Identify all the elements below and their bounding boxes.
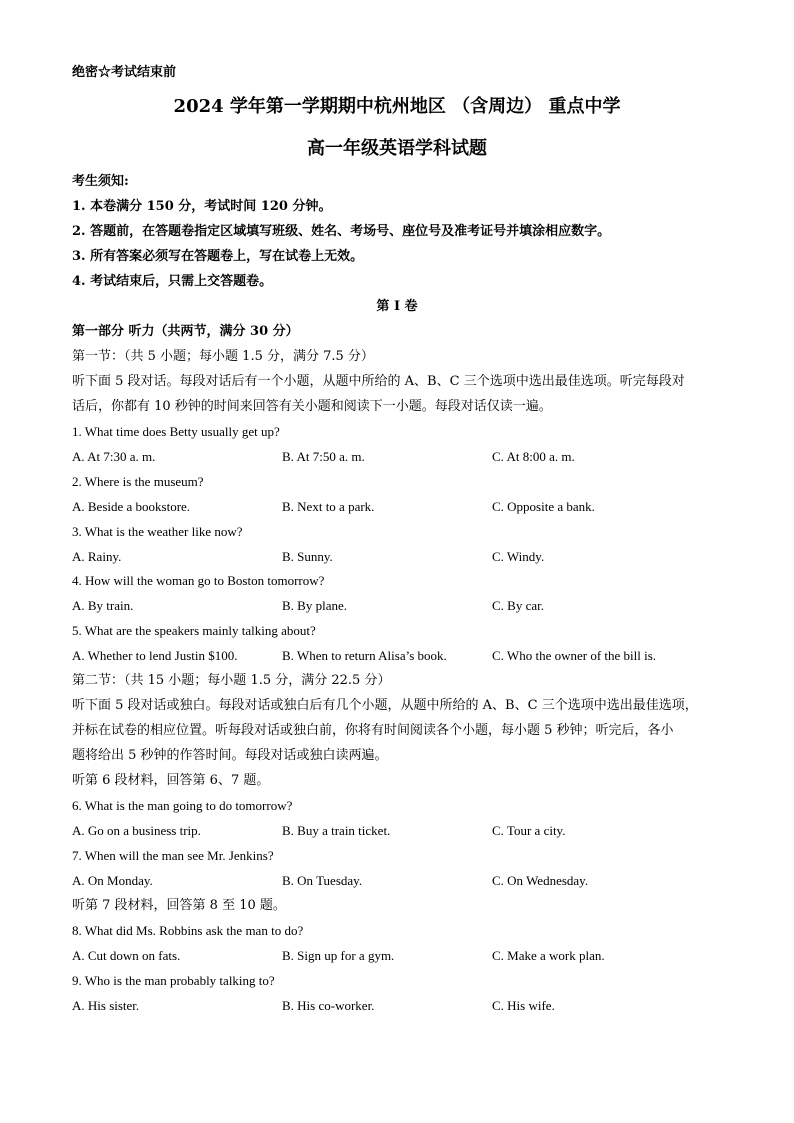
notice-item: 3. 所有答案必须写在答题卷上，写在试卷上无效。 (72, 249, 364, 264)
option-b: B. Next to a park. (282, 499, 375, 514)
option-b: B. Sign up for a gym. (282, 948, 395, 963)
option-c: C. On Wednesday. (492, 873, 589, 888)
option-b: B. Buy a train ticket. (282, 823, 391, 838)
notice-item: 1. 本卷满分 150 分，考试时间 120 分钟。 (72, 199, 332, 214)
option-b: B. When to return Alisa’s book. (282, 648, 447, 663)
exam-title: 2024 学年第一学期期中杭州地区 （含周边） 重点中学 (173, 96, 621, 117)
question-3: 3. What is the weather like now? (72, 524, 243, 539)
question-6: 6. What is the man going to do tomorrow? (72, 798, 293, 813)
option-a: A. By train. (72, 598, 134, 613)
notice-heading: 考生须知: (72, 174, 129, 189)
question-9: 9. Who is the man probably talking to? (72, 973, 275, 988)
material-6-heading: 听第 6 段材料，回答第 6、7 题。 (72, 773, 270, 788)
section2-instructions: 题将给出 5 秒钟的作答时间。每段对话或独白读两遍。 (72, 748, 388, 763)
option-b: B. Sunny. (282, 549, 333, 564)
option-a: A. Rainy. (72, 549, 122, 564)
section2-instructions: 听下面 5 段对话或独白。每段对话或独白后有几个小题，从题中所给的 A、B、C 三个选项中选出最佳选项， (72, 698, 698, 713)
question-4: 4. How will the woman go to Boston tomorrow? (72, 573, 325, 588)
section2-instructions: 并标在试卷的相应位置。听每段对话或独白前，你将有时间阅读各个小题，每小题 5 秒钟；听完后，各小 (72, 723, 674, 738)
section2-heading: 第二节：（共 15 小题；每小题 1.5 分，满分 22.5 分） (72, 673, 391, 688)
option-a: A. Cut down on fats. (72, 948, 181, 963)
question-2: 2. Where is the museum? (72, 474, 204, 489)
option-c: C. Who the owner of the bill is. (492, 648, 657, 663)
option-c: C. Make a work plan. (492, 948, 605, 963)
confidential-label: 绝密☆考试结束前 (72, 65, 177, 80)
option-a: A. Beside a bookstore. (72, 499, 191, 514)
option-c: C. Windy. (492, 549, 545, 564)
option-a: A. On Monday. (72, 873, 153, 888)
option-a: A. Go on a business trip. (72, 823, 201, 838)
material-7-heading: 听第 7 段材料，回答第 8 至 10 题。 (72, 898, 286, 913)
option-c: C. Tour a city. (492, 823, 566, 838)
option-c: C. Opposite a bank. (492, 499, 595, 514)
option-b: B. By plane. (282, 598, 347, 613)
option-c: C. At 8:00 a. m. (492, 449, 575, 464)
part1-heading: 第一部分 听力（共两节，满分 30 分） (72, 324, 299, 339)
question-1: 1. What time does Betty usually get up? (72, 424, 280, 439)
section1-instructions: 听下面 5 段对话。每段对话后有一个小题，从题中所给的 A、B、C 三个选项中选出最佳选项。听完每段对 (72, 374, 685, 389)
option-a: A. Whether to lend Justin $100. (72, 648, 238, 663)
exam-subtitle: 高一年级英语学科试题 (307, 138, 487, 159)
option-b: B. At 7:50 a. m. (282, 449, 365, 464)
option-c: C. His wife. (492, 998, 555, 1013)
question-5: 5. What are the speakers mainly talking about? (72, 623, 316, 638)
notice-item: 4. 考试结束后，只需上交答题卷。 (72, 274, 273, 289)
volume-heading: 第 I 卷 (376, 299, 418, 314)
question-8: 8. What did Ms. Robbins ask the man to do? (72, 923, 304, 938)
section1-heading: 第一节：（共 5 小题；每小题 1.5 分，满分 7.5 分） (72, 349, 374, 364)
notice-item: 2. 答题前，在答题卷指定区域填写班级、姓名、考场号、座位号及准考证号并填涂相应数字。 (72, 224, 611, 239)
option-b: B. On Tuesday. (282, 873, 363, 888)
option-a: A. At 7:30 a. m. (72, 449, 156, 464)
option-b: B. His co-worker. (282, 998, 375, 1013)
option-c: C. By car. (492, 598, 544, 613)
question-7: 7. When will the man see Mr. Jenkins? (72, 848, 274, 863)
section1-instructions: 话后，你都有 10 秒钟的时间来回答有关小题和阅读下一小题。每段对话仅读一遍。 (72, 399, 552, 414)
option-a: A. His sister. (72, 998, 140, 1013)
